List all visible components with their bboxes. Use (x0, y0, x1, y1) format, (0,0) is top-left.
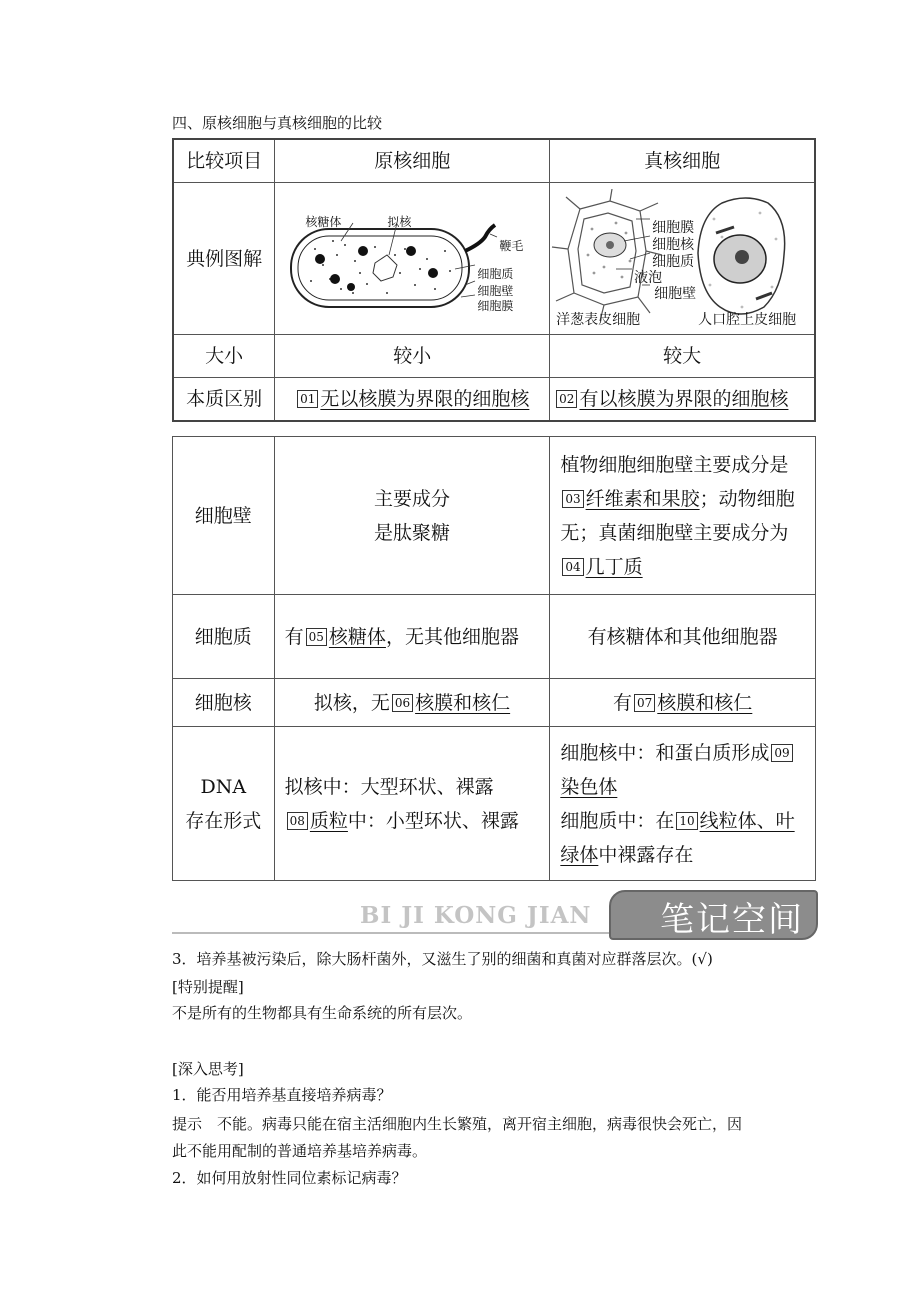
answer-text: 线粒体、叶绿体 (560, 809, 795, 866)
think-heading: [深入思考] (172, 1060, 244, 1078)
header-eukaryote: 真核细胞 (550, 139, 815, 183)
nucleus-label: 细胞核 (173, 679, 275, 727)
label-ribosome: 核糖体 (305, 214, 342, 229)
label-cell-wall: 细胞壁 (477, 283, 514, 298)
blank-number: 10 (676, 812, 697, 830)
blank-number: 03 (562, 490, 583, 508)
size-row (173, 335, 815, 378)
essence-label: 本质区别 (173, 378, 275, 422)
dna-row (173, 727, 816, 881)
banner-rule (172, 932, 612, 934)
blank-number: 02 (556, 390, 577, 408)
label-cell-membrane: 细胞膜 (652, 219, 695, 236)
cell-wall-row (173, 437, 816, 595)
text-line: DNA (200, 775, 247, 798)
section-title: 四、原核细胞与真核细胞的比较 (172, 114, 383, 132)
tip-text: 不是所有的生物都具有生命系统的所有层次。 (172, 1004, 473, 1022)
label-cytoplasm: 细胞质 (652, 253, 695, 270)
text-line (285, 804, 540, 838)
answer-text: 纤维素和果胶 (585, 487, 700, 510)
answer-1-line-2: 此不能用配制的普通培养基培养病毒。 (172, 1142, 428, 1160)
tip-heading: [特别提醒] (172, 978, 244, 996)
text-fragment: 拟核，无 (313, 691, 390, 714)
text-line (560, 736, 805, 804)
label-cytoplasm: 细胞质 (477, 266, 514, 281)
blank-number: 07 (634, 694, 655, 712)
nucleus-eukaryote (550, 679, 816, 727)
text-line: 是肽聚糖 (373, 521, 450, 544)
dna-label (173, 727, 275, 881)
text-fragment: 植物细胞细胞壁主要成分是 (560, 453, 789, 476)
blank-number: 04 (562, 558, 583, 576)
dna-eukaryote (550, 727, 816, 881)
answer-text: 核膜和核仁 (415, 691, 511, 714)
eukaryote-diagram-cell (550, 183, 815, 335)
label-cell-membrane: 细胞膜 (477, 298, 514, 313)
eukaryote-diagram (550, 189, 814, 329)
answer-1-line-1: 提示 不能。病毒只能在宿主活细胞内生长繁殖，离开宿主细胞，病毒很快会死亡，因 (172, 1115, 743, 1133)
blank-number: 06 (392, 694, 413, 712)
caption-cheek-cell: 人口腔上皮细胞 (698, 311, 797, 328)
label-flagellum: 鞭毛 (499, 238, 524, 253)
banner-title: 笔记空间 (660, 900, 804, 940)
answer-text: 核糖体 (328, 625, 386, 648)
diagram-row (173, 183, 815, 335)
cytoplasm-row (173, 595, 816, 679)
header-prokaryote: 原核细胞 (275, 139, 550, 183)
header-row (173, 139, 815, 183)
answer-text: 有以核膜为界限的细胞核 (579, 388, 789, 410)
diagram-row-label: 典例图解 (173, 183, 275, 335)
cell-wall-prokaryote (274, 437, 550, 595)
cytoplasm-eukaryote: 有核糖体和其他细胞器 (550, 595, 816, 679)
essence-row (173, 378, 815, 422)
label-cell-wall: 细胞壁 (654, 285, 697, 302)
item-3: 3．培养基被污染后，除大肠杆菌外，又滋生了别的细菌和真菌对应群落层次。(√) (172, 950, 713, 968)
text-fragment: 细胞质中：在 (560, 809, 675, 832)
text-fragment: 中裸露存在 (598, 843, 694, 866)
text-fragment: 中：小型环状、裸露 (347, 809, 519, 832)
text-fragment: 细胞核中：和蛋白质形成 (560, 741, 770, 764)
blank-number: 08 (287, 812, 308, 830)
answer-text: 核膜和核仁 (657, 691, 753, 714)
notes-banner (172, 890, 818, 938)
size-eukaryote: 较大 (550, 335, 815, 378)
label-vacuole: 液泡 (634, 269, 663, 286)
prokaryote-diagram-cell (275, 183, 550, 335)
comparison-table-part1 (172, 138, 816, 422)
essence-prokaryote (275, 378, 550, 422)
question-1: 1．能否用培养基直接培养病毒？ (172, 1086, 392, 1104)
label-nucleus: 细胞核 (652, 236, 695, 253)
text-line (560, 804, 805, 872)
answer-text: 几丁质 (585, 555, 643, 578)
text-line: 存在形式 (185, 809, 262, 832)
size-prokaryote: 较小 (275, 335, 550, 378)
nucleus-row (173, 679, 816, 727)
cell-wall-label: 细胞壁 (173, 437, 275, 595)
text-fragment: ，无其他细胞器 (385, 625, 519, 648)
prokaryote-diagram (275, 189, 549, 329)
header-item: 比较项目 (173, 139, 275, 183)
comparison-table-part2 (172, 436, 816, 881)
caption-onion-cell: 洋葱表皮细胞 (556, 311, 641, 328)
nucleus-prokaryote (274, 679, 550, 727)
cytoplasm-label: 细胞质 (173, 595, 275, 679)
question-2: 2．如何用放射性同位素标记病毒？ (172, 1169, 407, 1187)
cytoplasm-prokaryote (274, 595, 550, 679)
text-fragment: 有 (613, 691, 633, 714)
answer-text: 无以核膜为界限的细胞核 (320, 388, 530, 410)
blank-number: 01 (297, 390, 318, 408)
essence-eukaryote (550, 378, 815, 422)
blank-number: 09 (771, 744, 792, 762)
dna-prokaryote (274, 727, 550, 881)
cell-wall-eukaryote (550, 437, 816, 595)
answer-text: 染色体 (560, 775, 618, 798)
banner-pinyin: BI JI KONG JIAN (360, 902, 592, 929)
answer-text: 质粒 (309, 809, 348, 832)
text-fragment: ；动物细胞无；真菌细胞壁主要成分为 (560, 487, 795, 544)
text-line: 主要成分 (373, 487, 450, 510)
blank-number: 05 (306, 628, 327, 646)
text-fragment: 有 (284, 625, 304, 648)
size-label: 大小 (173, 335, 275, 378)
label-nucleoid: 拟核 (387, 214, 412, 229)
text-line: 拟核中：大型环状、裸露 (284, 775, 494, 798)
